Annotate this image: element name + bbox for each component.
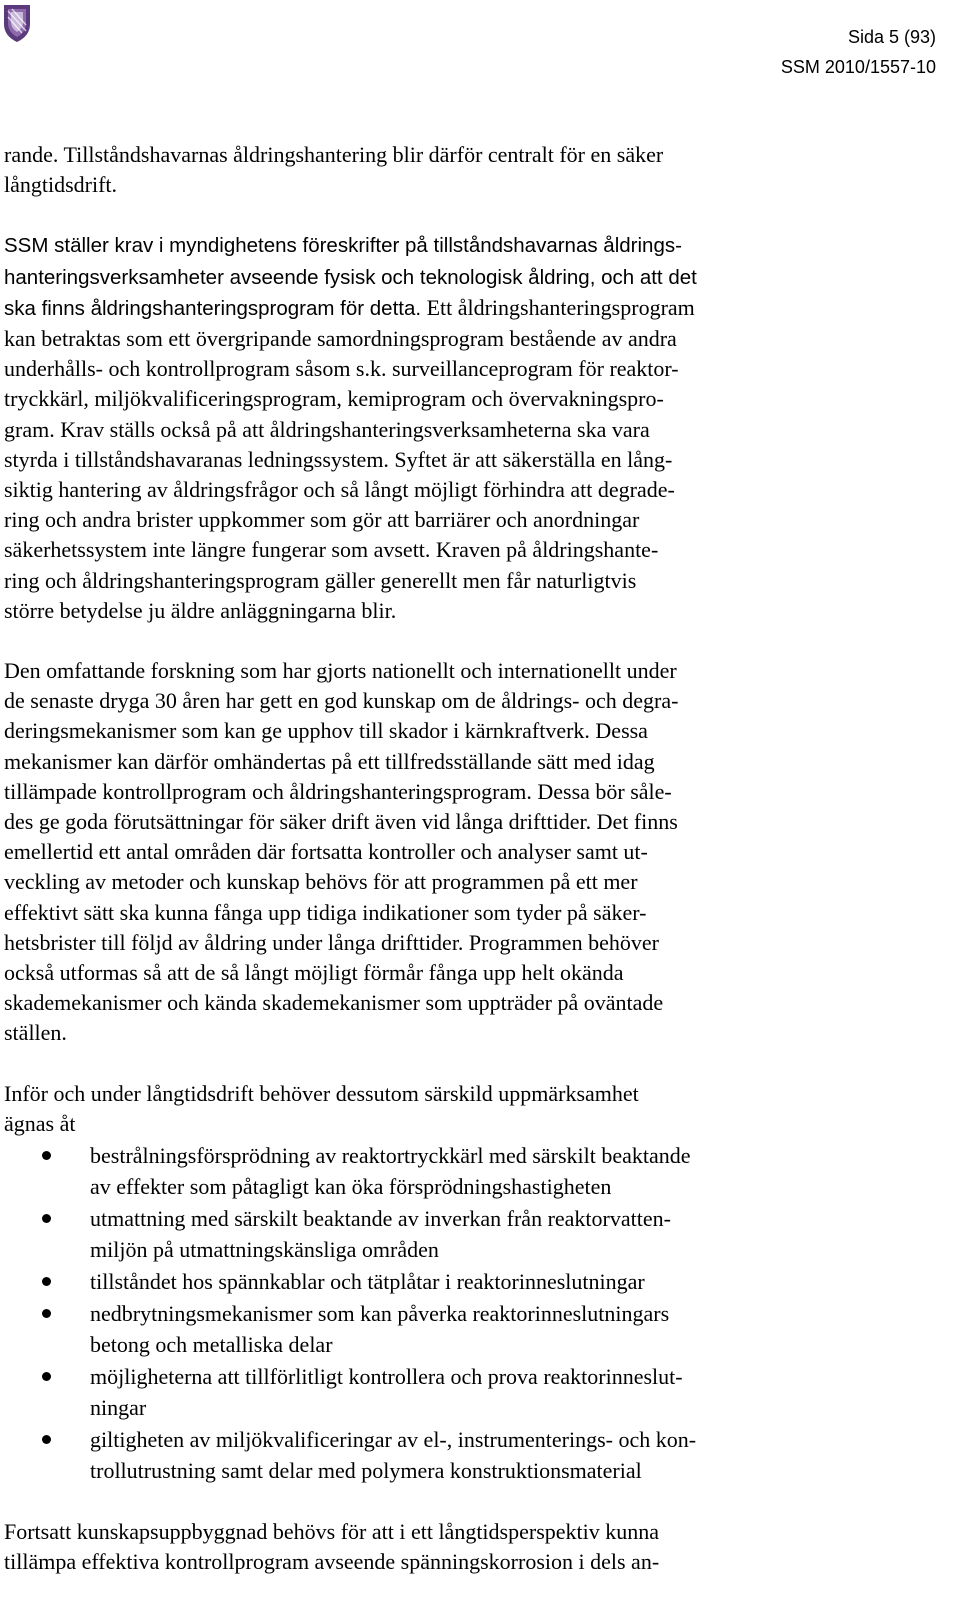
p2-line-9: säkerhetssystem inte längre fungerar som avsett. Kraven på åldringshante- (4, 537, 659, 563)
p3-line-9: effektivt sätt ska kunna fånga upp tidiga indikationer som tyder på säker- (4, 899, 647, 925)
list-item (4, 1361, 944, 1423)
p3-line-10: hetsbrister till följd av åldring under långa drifttider. Programmen behöver (4, 929, 659, 955)
bullet-2-line-2: miljön på utmattningskänsliga områden (90, 1237, 439, 1263)
p3-line-1: Den omfattande forskning som har gjorts nationellt och internationellt under (4, 658, 677, 684)
bullet-icon (42, 1277, 51, 1286)
page-number: Sida 5 (93) (847, 27, 936, 47)
p2-line-7: siktig hantering av åldringsfrågor och så långt möjligt förhindra att degrade- (4, 477, 675, 503)
bullet-4-line-2: betong och metalliska delar (90, 1332, 333, 1358)
p2-lead-line-1: SSM ställer krav i myndighetens föreskrifter på tillståndshavarnas åldrings- (4, 234, 682, 258)
list-item (4, 1424, 944, 1486)
paragraph-2 (4, 230, 944, 626)
p2-lead-line-3: ska finns åldringshanteringsprogram för detta. (4, 296, 422, 320)
p3-line-13: ställen. (4, 1020, 67, 1046)
bullet-4-line-1: nedbrytningsmekanismer som kan påverka reaktorinneslutningars (90, 1301, 670, 1327)
p3-line-11: också utformas så att de så långt möjligt förmår fånga upp helt okända (4, 960, 624, 986)
p4-line-2: ägnas åt (4, 1110, 76, 1136)
bullet-icon (42, 1151, 51, 1160)
p2-line-1: Ett åldringshanteringsprogram (421, 294, 695, 320)
p2-line-10: ring och åldringshanteringsprogram gäller generellt men får naturligtvis (4, 567, 637, 593)
document-number: SSM 2010/1557-10 (780, 57, 936, 77)
p3-line-2: de senaste dryga 30 åren har gett en god kunskap om de åldrings- och degra- (4, 688, 679, 714)
bullet-icon (42, 1435, 51, 1444)
bullet-6-line-2: trollutrustning samt delar med polymera konstruktionsmaterial (90, 1458, 642, 1484)
bullet-icon (42, 1214, 51, 1223)
paragraph-1 (4, 140, 944, 200)
bullet-1-line-1: bestrålningsförsprödning av reaktortryckkärl med särskilt beaktande (90, 1143, 691, 1169)
p3-line-8: veckling av metoder och kunskap behövs för att programmen på ett mer (4, 869, 638, 895)
p3-line-7: emellertid ett antal områden där fortsatta kontroller och analyser samt ut- (4, 839, 648, 865)
bullet-2-line-1: utmattning med särskilt beaktande av inverkan från reaktorvatten- (90, 1206, 671, 1232)
list-item (4, 1266, 944, 1297)
p2-line-11: större betydelse ju äldre anläggningarna blir. (4, 597, 397, 623)
p1-line-2: långtidsdrift. (4, 172, 118, 198)
p2-line-5: gram. Krav ställs också på att åldringshanteringsverksamheterna ska vara (4, 416, 650, 442)
p2-lead-line-2: hanteringsverksamheter avseende fysisk och teknologisk åldring, och att det (4, 265, 697, 289)
page-header (781, 22, 936, 82)
paragraph-4 (4, 1079, 944, 1139)
bullet-list (4, 1140, 944, 1486)
p4-line-1: Inför och under långtidsdrift behöver dessutom särskild uppmärksamhet (4, 1080, 639, 1106)
bullet-1-line-2: av effekter som påtagligt kan öka försprödningshastigheten (90, 1174, 612, 1200)
p2-line-8: ring och andra brister uppkommer som gör att barriärer och anordningar (4, 507, 640, 533)
bullet-5-line-1: möjligheterna att tillförlitligt kontrollera och prova reaktorinneslut- (90, 1364, 683, 1390)
paragraph-3 (4, 656, 944, 1049)
p3-line-6: des ge goda förutsättningar för säker drift även vid långa drifttider. Det finns (4, 809, 678, 835)
p3-line-3: deringsmekanismer som kan ge upphov till skador i kärnkraftverk. Dessa (4, 718, 648, 744)
list-item (4, 1298, 944, 1360)
list-item (4, 1203, 944, 1265)
bullet-6-line-1: giltigheten av miljökvalificeringar av el-, instrumenterings- och kon- (90, 1427, 697, 1453)
p3-line-5: tillämpade kontrollprogram och åldringshanteringsprogram. Dessa bör såle- (4, 778, 672, 804)
p5-line-2: tillämpa effektiva kontrollprogram avseende spänningskorrosion i dels an- (4, 1549, 660, 1575)
paragraph-5 (4, 1517, 944, 1577)
bullet-3-line-1: tillståndet hos spännkablar och tätplåtar i reaktorinneslutningar (90, 1269, 645, 1295)
bullet-icon (42, 1309, 51, 1318)
p2-line-4: tryckkärl, miljökvalificeringsprogram, kemiprogram och övervakningspro- (4, 386, 664, 412)
list-item (4, 1140, 944, 1202)
bullet-icon (42, 1372, 51, 1381)
p2-line-3: underhålls- och kontrollprogram såsom s.k. surveillanceprogram för reaktor- (4, 356, 679, 382)
document-body (4, 140, 944, 1578)
p5-line-1: Fortsatt kunskapsuppbyggnad behövs för att i ett långtidsperspektiv kunna (4, 1519, 660, 1545)
p2-line-6: styrda i tillståndshavaranas ledningssystem. Syftet är att säkerställa en lång- (4, 446, 673, 472)
bullet-5-line-2: ningar (90, 1395, 147, 1421)
p3-line-12: skademekanismer och kända skademekanismer som uppträder på oväntade (4, 990, 664, 1016)
p1-line-1: rande. Tillståndshavarnas åldringshantering blir därför centralt för en säker (4, 142, 664, 167)
p3-line-4: mekanismer kan därför omhändertas på ett tillfredsställande sätt med idag (4, 748, 655, 774)
p2-line-2: kan betraktas som ett övergripande samordningsprogram bestående av andra (4, 326, 677, 352)
ssm-shield-logo-icon (2, 2, 32, 44)
